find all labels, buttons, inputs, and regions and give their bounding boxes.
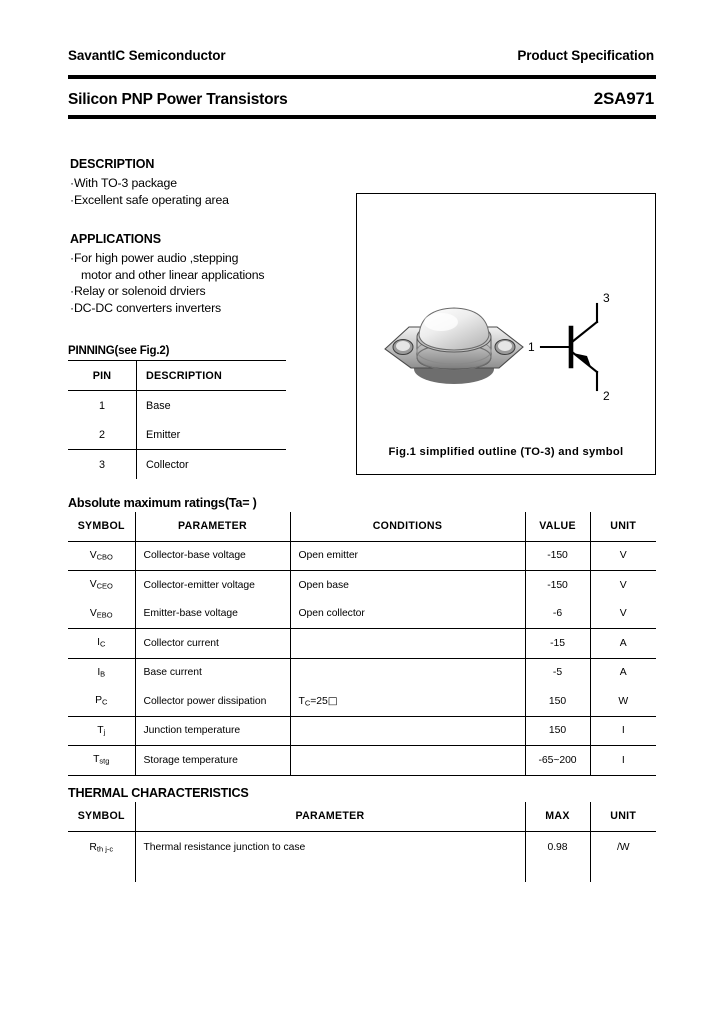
list-item: ·With TO-3 package — [70, 176, 177, 190]
pinning-table — [68, 360, 286, 479]
absolute-maximum-ratings-table — [68, 512, 656, 776]
table-bottom-rule — [68, 775, 656, 776]
company-name: SavantIC Semiconductor — [68, 48, 226, 63]
header-rule-top — [68, 75, 656, 79]
table-row — [68, 391, 286, 421]
rating-conditions — [290, 658, 525, 687]
pin-description: Emitter — [137, 420, 287, 450]
rating-unit: A — [590, 629, 656, 659]
table-row — [68, 746, 656, 776]
description-section — [70, 157, 229, 208]
symbol-label-collector: 3 — [603, 292, 610, 305]
pin-number: 2 — [68, 420, 137, 450]
header-rule-bottom — [68, 115, 656, 119]
table-row — [68, 600, 656, 629]
table-row — [68, 687, 656, 716]
rating-value: 150 — [525, 687, 590, 716]
column-header-pin: PIN — [68, 361, 137, 391]
list-item: ·DC-DC converters inverters — [70, 300, 222, 315]
table-header-row — [68, 802, 656, 831]
list-item: motor and other linear applications — [81, 267, 265, 282]
column-header-unit: UNIT — [590, 512, 656, 541]
table-row — [68, 541, 656, 571]
list-item: ·For high power audio ,stepping — [70, 251, 239, 265]
rating-parameter: Storage temperature — [135, 746, 290, 776]
ratings-title: Absolute maximum ratings(Ta= ) — [68, 496, 257, 510]
rating-conditions: Open collector — [290, 600, 525, 629]
rating-conditions: $T_C=25□$ — [290, 687, 525, 716]
figure-caption: Fig.1 simplified outline (TO-3) and symbol — [388, 446, 624, 458]
rating-value: 150 — [525, 716, 590, 746]
column-header-value: VALUE — [525, 512, 590, 541]
list-item: ·Relay or solenoid drviers — [70, 284, 206, 298]
thermal-unit: /W — [590, 831, 656, 882]
thermal-title: THERMAL CHARACTERISTICS — [68, 786, 249, 800]
rating-unit: I — [590, 716, 656, 746]
rating-value: -6 — [525, 600, 590, 629]
table-header-row — [68, 361, 286, 391]
applications-heading: APPLICATIONS — [70, 232, 161, 246]
pin-number: 3 — [68, 450, 137, 480]
rating-conditions — [290, 746, 525, 776]
title-row — [68, 89, 656, 109]
rating-unit: W — [590, 687, 656, 716]
page-header — [68, 48, 656, 63]
rating-symbol: $T_{stg}$ — [93, 754, 110, 767]
rating-symbol: $P_C$ — [95, 695, 108, 708]
rating-conditions — [290, 716, 525, 746]
rating-conditions — [290, 629, 525, 659]
column-header-symbol: SYMBOL — [77, 810, 125, 823]
table-row — [68, 831, 656, 882]
rating-unit: V — [590, 571, 656, 600]
rating-value: -150 — [525, 541, 590, 571]
table-row — [68, 629, 656, 659]
absolute-maximum-ratings-section — [68, 496, 656, 776]
column-header-symbol: SYMBOL — [77, 520, 125, 533]
rating-parameter: Collector-emitter voltage — [135, 571, 290, 600]
description-heading: DESCRIPTION — [70, 157, 155, 171]
rating-symbol: $T_j$ — [97, 724, 106, 737]
figure-1-box — [356, 193, 656, 475]
symbol-label-emitter: 2 — [603, 389, 610, 402]
pin-description: Base — [146, 399, 171, 412]
rating-conditions: Open base — [290, 571, 525, 600]
rating-symbol: $V_{CBO}$ — [89, 549, 113, 562]
pinning-caption: PINNING(see Fig.2) — [68, 345, 170, 357]
rating-symbol: $V_{CEO}$ — [89, 579, 113, 592]
thermal-symbol: $R_{th j-c}$ — [89, 841, 114, 854]
list-item: ·Excellent safe operating area — [70, 192, 229, 207]
rating-parameter: Junction temperature — [135, 716, 290, 746]
thermal-parameter: Thermal resistance junction to case — [135, 831, 525, 882]
page-title: Silicon PNP Power Transistors — [68, 91, 288, 108]
rating-symbol: $I_C$ — [97, 637, 106, 650]
rating-parameter: Collector power dissipation — [135, 687, 290, 716]
column-header-unit: UNIT — [590, 802, 656, 831]
thermal-characteristics-table — [68, 802, 656, 882]
rating-unit: I — [590, 746, 656, 776]
to3-package-image — [379, 295, 529, 395]
pnp-transistor-symbol — [525, 292, 630, 402]
table-row — [68, 716, 656, 746]
table-row — [68, 658, 656, 687]
thermal-characteristics-section — [68, 786, 656, 882]
applications-list — [70, 250, 264, 316]
description-list — [70, 175, 229, 208]
rating-unit: V — [590, 541, 656, 571]
table-row — [68, 450, 286, 480]
pinning-section — [68, 345, 286, 479]
rating-value: -150 — [525, 571, 590, 600]
rating-value: -15 — [525, 629, 590, 659]
rating-symbol: $V_{EBO}$ — [89, 607, 113, 620]
part-number: 2SA971 — [593, 89, 654, 108]
rating-parameter: Collector current — [135, 629, 290, 659]
rating-parameter: Collector-base voltage — [135, 541, 290, 571]
applications-section — [70, 232, 264, 316]
pin-number: 1 — [68, 391, 137, 421]
column-header-conditions: CONDITIONS — [290, 512, 525, 541]
table-header-row — [68, 512, 656, 541]
table-row — [68, 420, 286, 450]
table-row — [68, 571, 656, 600]
column-header-description: DESCRIPTION — [137, 361, 287, 391]
rating-unit: V — [590, 600, 656, 629]
rating-parameter: Base current — [135, 658, 290, 687]
rating-value: -65~200 — [525, 746, 590, 776]
column-header-parameter: PARAMETER — [135, 802, 525, 831]
rating-value: -5 — [525, 658, 590, 687]
thermal-value: 0.98 — [525, 831, 590, 882]
rating-conditions: Open emitter — [290, 541, 525, 571]
document-type: Product Specification — [517, 48, 654, 63]
column-header-parameter: PARAMETER — [135, 512, 290, 541]
rating-parameter: Emitter-base voltage — [135, 600, 290, 629]
symbol-label-base: 1 — [528, 340, 535, 354]
rating-symbol: $I_B$ — [97, 666, 106, 679]
pin-description: Collector — [146, 458, 189, 471]
rating-unit: A — [590, 658, 656, 687]
column-header-max: MAX — [525, 802, 590, 831]
